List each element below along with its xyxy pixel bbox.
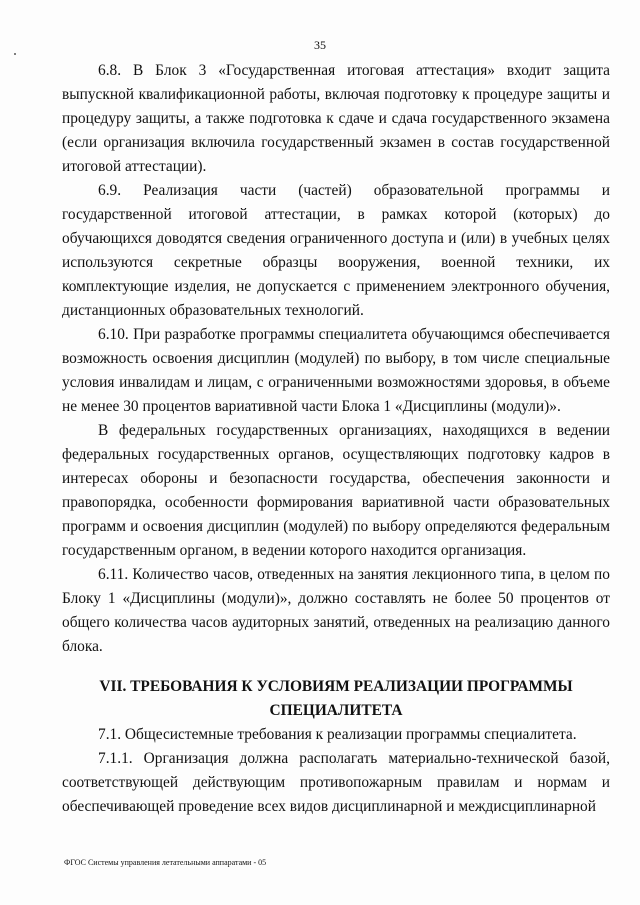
section-heading <box>62 675 610 723</box>
paragraph-7-1: 7.1. Общесистемные требования к реализации программы специалитета. <box>98 726 577 743</box>
paragraph-federal-organizations: В федеральных государственных организациях, находящихся в ведении федеральных государственных органов, осуществляющих подготовку кадров в интересах обороны и безопасности государства, обеспечения законности и правопорядка, особенности формирования вариативной части образовательных программ и освоения дисциплин (модулей) по выбору определяются федеральным государственным органом, в ведении которого находится организация. <box>62 422 610 559</box>
document-body <box>62 59 610 819</box>
section-heading-line-2: СПЕЦИАЛИТЕТА <box>269 702 403 719</box>
paragraph-6-10: 6.10. При разработке программы специалитета обучающимся обеспечивается возможность освоения дисциплин (модулей) по выбору, в том числе специальные условия инвалидам и лицам, с ограниченными возможностями здоровья, в объеме не менее 30 процентов вариативной части Блока 1 «Дисциплины (модули)». <box>62 326 610 415</box>
section-heading-line-1: VII. ТРЕБОВАНИЯ К УСЛОВИЯМ РЕАЛИЗАЦИИ ПРОГРАММЫ <box>99 678 573 695</box>
paragraph-7-1-1: 7.1.1. Организация должна располагать материально-технической базой, соответствующей действующим противопожарным правилам и нормам и обеспечивающей проведение всех видов дисциплинарной и междисциплинарной <box>62 750 610 815</box>
paragraph-6-8: 6.8. В Блок 3 «Государственная итоговая аттестация» входит защита выпускной квалификационной работы, включая подготовку к процедуре защиты и процедуру защиты, а также подготовка к сдаче и сдача государственного экзамена (если организация включила государственный экзамен в состав государственной итоговой аттестации). <box>62 62 610 175</box>
scan-speck <box>14 53 16 55</box>
paragraph-6-11: 6.11. Количество часов, отведенных на занятия лекционного типа, в целом по Блоку 1 «Дисциплины (модули)», должно составлять не более 50 процентов от общего количества часов аудиторных занятий, отведенных на реализацию данного блока. <box>62 566 610 655</box>
page-number: 35 <box>314 38 326 52</box>
page-footer: ФГОС Системы управления летательными аппаратами - 05 <box>64 858 267 867</box>
paragraph-6-9: 6.9. Реализация части (частей) образовательной программы и государственной итоговой аттестации, в рамках которой (которых) до обучающихся доводятся сведения ограниченного доступа и (или) в учебных целях используются секретные образцы вооружения, военной техники, их комплектующие изделия, не допускается с применением электронного обучения, дистанционных образовательных технологий. <box>62 182 610 319</box>
